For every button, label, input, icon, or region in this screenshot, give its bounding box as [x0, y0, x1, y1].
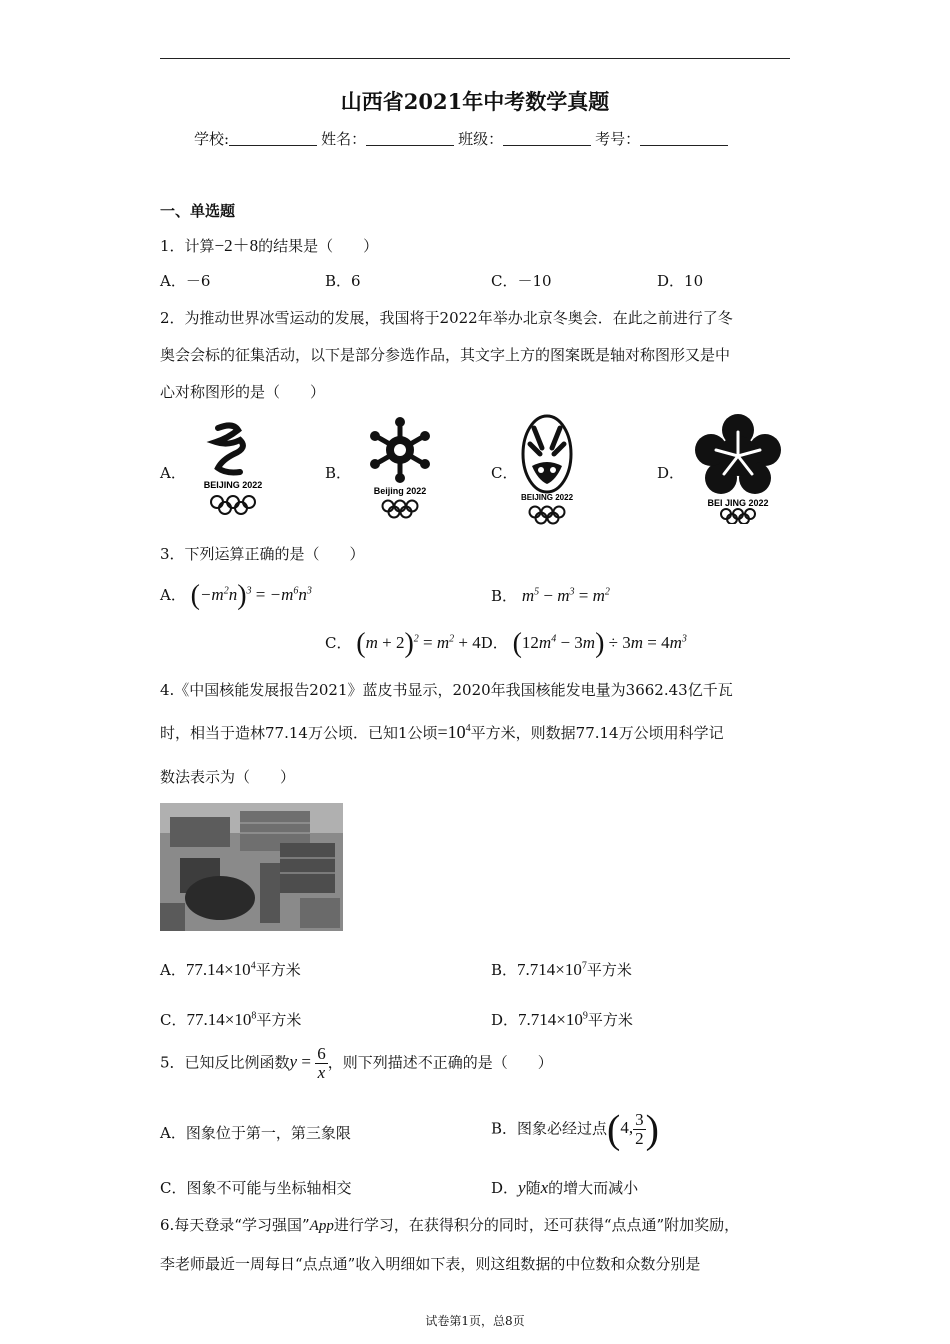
emblem-c-text: BEIJING 2022	[520, 493, 574, 502]
q4-option-d-label: D．	[491, 1011, 519, 1029]
q4-option-d-exponent: 9	[582, 1010, 588, 1022]
q4-hectare-formula: $=10^4$	[437, 722, 471, 742]
student-info-line	[194, 128, 732, 149]
q3-option-a-label: A．	[160, 585, 186, 604]
top-rule	[160, 58, 790, 59]
q5-option-d-label: D．	[491, 1179, 519, 1197]
emblem-a-image	[188, 420, 278, 520]
q4-option-b-mantissa: 7.714	[517, 960, 556, 979]
name-blank	[366, 131, 454, 146]
q5-option-b-text: B．图象必经过点	[491, 1119, 608, 1138]
q4-option-c-mantissa: 77.14	[186, 1010, 225, 1029]
q4-line-2-post: 平方米，则数据77.14万公顷用科学记	[470, 724, 724, 742]
q4-line-3: 数法表示为（ ）	[160, 768, 296, 786]
q3-option-d-formula: $(12m^4 - 3m) \div 3m = 4m^3$	[512, 628, 687, 659]
q2-option-d: D．	[657, 464, 685, 482]
q4-option-c-label: C．	[160, 1011, 187, 1029]
emblem-c-image	[512, 414, 582, 528]
q4-option-a	[160, 959, 301, 980]
q2-option-a: A．	[160, 464, 186, 482]
q4-option-d-unit: 平方米	[587, 1011, 633, 1029]
section-title: 一、单选题	[160, 202, 236, 220]
q4-option-b-label: B．	[491, 961, 518, 979]
q3-option-c	[325, 628, 687, 660]
q5-option-d-text-1: 随	[525, 1179, 541, 1197]
q6-line-1-post: 进行学习，在获得积分的同时，还可获得“点点通”附加奖励，	[333, 1216, 740, 1234]
q4-option-c-value: $77.14\times 10^8$	[186, 1010, 257, 1029]
q5-option-d-text-2: 的增大而减小	[548, 1179, 639, 1197]
q1-stem-pre: 1．计算	[160, 237, 215, 255]
q5-option-b	[491, 1106, 659, 1153]
q2-line-1: 2．为推动世界冰雪运动的发展，我国将于2022年举办北京冬奥会．在此之前进行了冬	[160, 309, 733, 327]
q6-line-1-pre: 6.每天登录“学习强国”	[160, 1216, 310, 1234]
q1-option-c: C．－10	[491, 272, 552, 290]
q1-stem-post: 的结果是（ ）	[258, 237, 379, 255]
q4-option-c-unit: 平方米	[256, 1011, 302, 1029]
q3-option-c-formula: $(m + 2)^2 = m^2 + 4$	[356, 628, 481, 659]
q6-line-1	[160, 1214, 739, 1235]
q1-expression: −2＋8	[214, 236, 259, 255]
q3-option-a-formula: $(-m^2n)^3 = -m^6n^3$	[190, 580, 312, 611]
q4-option-b-unit: 平方米	[586, 961, 632, 979]
q4-option-a-mantissa: 77.14	[185, 960, 225, 979]
school-blank	[229, 131, 317, 146]
q4-option-a-unit: 平方米	[255, 961, 301, 979]
q4-option-c-exponent: 8	[251, 1010, 257, 1022]
page-footer: 试卷第1页，总8页	[425, 1314, 525, 1328]
q3-option-b	[491, 585, 610, 606]
q2-option-c: C．	[491, 464, 518, 482]
q3-option-b-label: B．	[491, 587, 518, 605]
class-blank	[503, 131, 591, 146]
q3-option-d-label: D．	[480, 633, 508, 652]
q4-option-b-exponent: 7	[581, 960, 587, 972]
q1-stem	[160, 231, 378, 256]
q4-line-2	[160, 722, 724, 743]
q1-option-a: A．－6	[160, 272, 211, 290]
emblem-a-text: BEIJING 2022	[203, 480, 263, 490]
q2-line-2: 奥会会标的征集活动，以下是部分参选作品，其文字上方的图案既是轴对称图形又是中	[160, 346, 731, 364]
q5-stem-pre: 5．已知反比例函数	[160, 1053, 290, 1072]
q5-stem-post: ，则下列描述不正确的是（ ）	[327, 1053, 553, 1072]
emblem-d-image	[688, 412, 788, 524]
q5-option-c: C．图象不可能与坐标轴相交	[160, 1179, 352, 1197]
q1-option-d: D．10	[657, 272, 704, 290]
q2-line-3: 心对称图形的是（ ）	[160, 383, 326, 401]
q4-option-a-exponent: 4	[250, 960, 256, 972]
q4-option-d-mantissa: 7.714	[518, 1010, 557, 1029]
q6-app-word: App	[309, 1218, 334, 1234]
q2-option-b: B．	[325, 464, 352, 482]
info-class-label: 班级：	[458, 130, 504, 148]
number-blank	[640, 131, 728, 146]
info-name-label: 姓名：	[321, 130, 367, 148]
q4-option-b	[491, 959, 632, 980]
emblem-b-text: Beijing 2022	[373, 486, 427, 496]
emblem-d-text: BEI JING 2022	[707, 498, 769, 508]
q4-option-c	[160, 1009, 301, 1030]
q3-option-c-label: C．	[325, 633, 352, 652]
emblem-b-image	[355, 414, 445, 522]
q5-option-d: D．y随x的增大而减小	[491, 1178, 639, 1197]
q4-option-d-value: $7.714\times 10^9$	[518, 1010, 588, 1029]
q4-line-1: 4.《中国核能发展报告2021》蓝皮书显示，2020年我国核能发电量为3662.43亿千瓦	[160, 681, 733, 699]
q6-line-2: 李老师最近一周每日“点点通”收入明细如下表，则这组数据的中位数和众数分别是	[160, 1255, 701, 1273]
q4-option-a-value: $77.14\times 10^4$	[185, 960, 256, 979]
q4-option-b-value: $7.714\times 10^7$	[517, 960, 587, 979]
q4-line-2-pre: 时，相当于造林77.14万公顷．已知1公顷	[160, 724, 438, 742]
q5-stem	[160, 1045, 553, 1082]
q3-option-b-formula: $m^5 - m^3 = m^2$	[521, 586, 610, 605]
q1-option-b: B．6	[325, 272, 361, 290]
q4-option-a-label: A．	[160, 961, 186, 979]
q5-function-formula: y = $\frac{6}{x}$	[289, 1044, 326, 1082]
q4-photo	[160, 803, 343, 931]
q3-stem: 3．下列运算正确的是（ ）	[160, 545, 365, 563]
info-school-label: 学校:	[194, 130, 230, 148]
info-number-label: 考号：	[595, 130, 641, 148]
q4-option-d	[491, 1009, 633, 1030]
page-title: 山西省2021年中考数学真题	[340, 89, 610, 114]
q5-option-a: A．图象位于第一，第三象限	[160, 1124, 351, 1142]
q5-point-formula: (4, $\frac{3}{2}$ )	[607, 1107, 659, 1152]
q3-option-a	[160, 580, 312, 612]
